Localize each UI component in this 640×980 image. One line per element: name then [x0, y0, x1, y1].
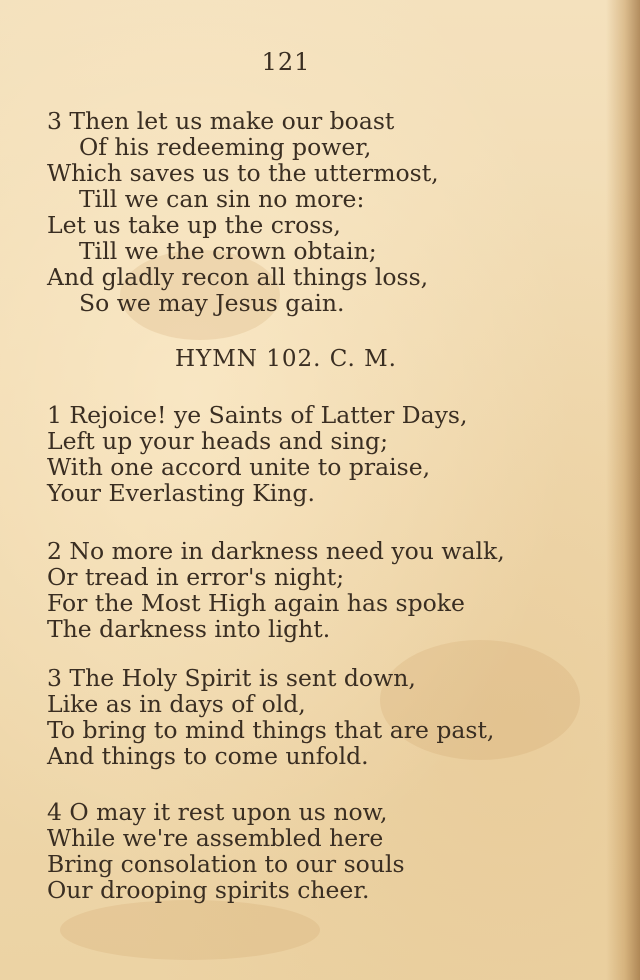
verse-line: Your Everlasting King. — [47, 479, 315, 507]
previous-hymn-verse-3 — [47, 108, 439, 316]
verse-line: 3 The Holy Spirit is sent down, — [47, 664, 416, 692]
verse-line: Left up your heads and sing; — [47, 427, 388, 455]
hymn-heading: HYMN 102. C. M. — [174, 346, 397, 372]
verse-line: Bring consolation to our souls — [47, 850, 405, 878]
hymn-verse-2 — [47, 538, 505, 642]
verse-line: And things to come unfold. — [47, 742, 369, 770]
hymn-verse-3 — [47, 665, 494, 769]
verse-line: With one accord unite to praise, — [47, 453, 431, 481]
verse-line: Till we can sin no more: — [79, 185, 365, 213]
verse-line: Of his redeeming power, — [79, 133, 372, 161]
verse-line: Or tread in error's night; — [47, 563, 345, 591]
verse-line: 4 O may it rest upon us now, — [47, 798, 388, 826]
hymn-verse-4 — [47, 799, 405, 903]
verse-line: 3 Then let us make our boast — [47, 107, 395, 135]
verse-line: 1 Rejoice! ye Saints of Latter Days, — [47, 401, 468, 429]
verse-line: Till we the crown obtain; — [79, 237, 377, 265]
page-number: 121 — [261, 48, 311, 76]
verse-line: To bring to mind things that are past, — [47, 716, 495, 744]
page-edge — [606, 0, 640, 980]
verse-line: For the Most High again has spoke — [47, 589, 465, 617]
hymn-verse-1 — [47, 402, 467, 506]
verse-line: Which saves us to the uttermost, — [47, 159, 439, 187]
verse-line: Like as in days of old, — [47, 690, 306, 718]
verse-line: Our drooping spirits cheer. — [47, 876, 370, 904]
verse-line: 2 No more in darkness need you walk, — [47, 537, 505, 565]
verse-line: So we may Jesus gain. — [79, 289, 345, 317]
verse-line: And gladly recon all things loss, — [47, 263, 429, 291]
paper-stain — [60, 900, 320, 960]
verse-line: While we're assembled here — [47, 824, 384, 852]
verse-line: Let us take up the cross, — [47, 211, 341, 239]
verse-line: The darkness into light. — [47, 615, 331, 643]
